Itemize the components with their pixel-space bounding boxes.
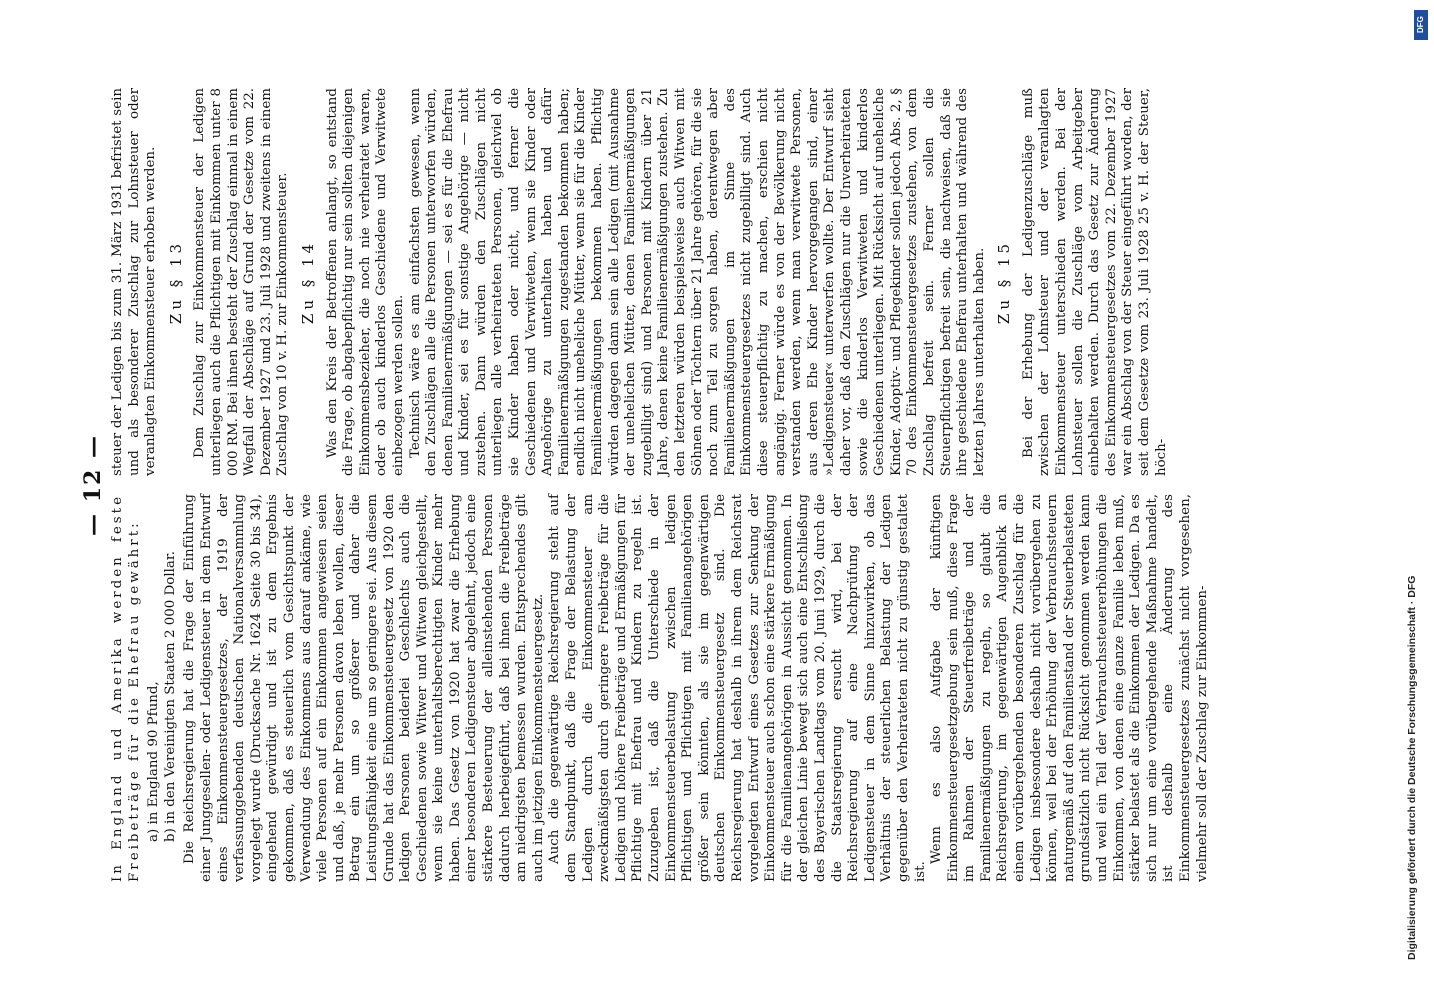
section-heading: Zu § 13 bbox=[166, 239, 185, 325]
list-item: b) in den Vereinigten Staaten 2 000 Dollar. bbox=[162, 550, 178, 842]
attribution-text: Digitalisierung gefördert durch die Deutsche Forschungsgemeinschaft · DFG bbox=[1406, 575, 1418, 960]
paragraph: Was den Kreis der Betroffenen anlangt, so entstand die Frage, ob abgabepflichtig nur sein sollten diejenigen Einkommensbezieher, die noch nie verheiratet waren, oder ob auch kinderlos Geschiedene und Verwitwete einbezogen werden sollen. bbox=[324, 88, 406, 476]
page-number: — 12 — bbox=[80, 434, 106, 536]
list-item: a) in England 90 Pfund, bbox=[146, 681, 162, 842]
paragraph: Auch die gegenwärtige Reichsregierung steht auf dem Standpunkt, daß die Frage der Belastung der Ledigen durch die Einkommensteuer am zweckmäßigsten durch geringere Freibeträge für die Ledigen und höhere Freibeträge und Ermäßigungen für Pflichtige mit Ehefrau und Kindern zu regeln ist. Zuzugeben ist, daß die Unterschiede in der Einkommensteuerbelastung zwischen ledigen Pflichtigen und Pflichtigen mit Familienangehörigen größer sein könnten, als sie im gegenwärtigen deutschen Einkommensteuergesetz sind. Die Reichsregierung hat deshalb in ihrem dem Reichsrat vorgelegten Entwurf eines Gesetzes zur Senkung der Einkommensteuer auch schon eine stärkere Ermäßigung für die Familienangehörigen in Aussicht genommen. In der gleichen Linie bewegt sich auch eine Entschließung des Bayerischen Landtags vom 20. Juni 1929, durch die die Staatsregierung ersucht wird, bei der Reichsregierung auf eine Nachprüfung der Ledigensteuer in dem Sinne hinzuwirken, ob das Verhältnis der steuerlichen Belastung der Ledigen gegenüber den Verheirateten nicht zu günstig gestaltet ist. bbox=[547, 494, 928, 882]
section-heading: Zu § 14 bbox=[298, 239, 317, 325]
paragraph: Dem Zuschlag zur Einkommensteuer der Ledigen unterliegen auch die Pflichtigen mit Einkommen unter 8 000 RM. Bei ihnen besteht der Zuschlag einmal in einem Wegfall der Abschläge auf Grund der Gesetze vom 22. Dezember 1927 und 23. Juli 1928 und zweitens in einem Zuschlag von 10 v. H. zur Einkommensteuer. bbox=[192, 88, 291, 476]
left-column bbox=[110, 494, 1211, 882]
section-heading: Zu § 15 bbox=[995, 239, 1014, 325]
right-column bbox=[110, 88, 1211, 476]
text-columns bbox=[110, 88, 1211, 882]
dfg-logo: DFG bbox=[1414, 10, 1428, 40]
continuation-paragraph: steuer der Ledigen bis zum 31. März 1931 befristet sein und als besonderer Zuschlag zur Lohnsteuer oder veranlagten Einkommensteuer erhoben werden. bbox=[110, 88, 159, 476]
digitization-attribution bbox=[1398, 0, 1434, 1000]
paragraph: Wenn es also Aufgabe der künftigen Einkommensteuergesetzgebung sein muß, diese Frage im Rahmen der Steuerfreibeträge und der Familienermäßigungen zu regeln, so glaubt die Reichsregierung, im gegenwärtigen Augenblick an einem vorübergehenden besonderen Zuschlag für die Ledigen insbesondere deshalb nicht vorübergehen zu können, weil bei der Erhöhung der Verbrauchssteuern naturgemäß auf den Familienstand der Steuerbelasteten grundsätzlich nicht Rücksicht genommen werden kann und weil ein Teil der Verbrauchssteuererhöhungen die Einkommen, von denen eine ganze Familie leben muß, stärker belastet als die Einkommen der Ledigen. Da es sich nur um eine vorübergehende Maßnahme handelt, ist deshalb eine Änderung des Einkommensteuergesetzes zunächst nicht vorgesehen, vielmehr soll der Zuschlag zur Einkommen- bbox=[929, 494, 1210, 882]
intro-paragraph: In England und Amerika werden feste Freibeträge für die Ehefrau gewährt: bbox=[110, 494, 142, 882]
freibetrag-list bbox=[146, 494, 179, 842]
paragraph: Technisch wäre es am einfachsten gewesen, wenn den Zuschlägen alle die Personen unterworfen würden, denen Familienermäßigungen — sei es für die Ehefrau und Kinder, sei es für sonstige Angehörige — nicht zustehen. Dann würden den Zuschlägen nicht unterliegen alle verheirateten Personen, gleichviel ob sie Kinder haben oder nicht, und ferner die Geschiedenen und Verwitweten, wenn sie Kinder oder Angehörige zu unterhalten haben und dafür Familienermäßigungen zugestanden bekommen haben; endlich nicht uneheliche Mütter, wenn sie für die Kinder Familienermäßigungen bekommen haben. Pflichtig würden dagegen dann sein alle Ledigen (mit Ausnahme der unehelichen Mütter, denen Familienermäßigungen zugebilligt sind) und Personen mit Kindern über 21 Jahre, denen keine Familienermäßigungen zustehen. Zu den letzteren würden beispielsweise auch Witwen mit Söhnen oder Töchtern über 21 Jahre gehören, für die sie noch zum Teil zu sorgen haben, derentwegen aber Familienermäßigungen im Sinne des Einkommensteuergesetzes nicht zugebilligt sind. Auch diese steuerpflichtig zu machen, erschien nicht angängig. Ferner würde es von der Bevölkerung nicht verstanden werden, wenn man verwitwete Personen, aus deren Ehe Kinder hervorgegangen sind, einer »Ledigensteuer« unterwerfen wollte. Der Entwurf sieht daher vor, daß den Zuschlägen nur die Unverheirateten sowie die kinderlos Verwitweten und kinderlos Geschiedenen unterliegen. Mit Rücksicht auf uneheliche Kinder, Adoptiv- und Pflegekinder sollen jedoch Abs. 2, § 70 des Einkommensteuergesetzes zustehen, von dem Zuschlag befreit sein. Ferner sollen die Steuerpflichtigen befreit sein, die nachweisen, daß sie ihre geschiedene Ehefrau unterhalten und während des letzten Jahres unterhalten haben. bbox=[407, 88, 987, 476]
paragraph: Bei der Erhebung der Ledigenzuschläge muß zwischen der Lohnsteuer und der veranlagten Einkommensteuer unterschieden werden. Bei der Lohnsteuer sollen die Zuschläge vom Arbeitgeber einbehalten werden. Durch das Gesetz zur Änderung des Einkommensteuergesetzes vom 22. Dezember 1927 war ein Abschlag von der Steuer eingeführt worden, der seit dem Gesetze vom 23. Juli 1928 25 v. H. der Steuer, höch- bbox=[1020, 88, 1169, 476]
paragraph: Die Reichsregierung hat die Frage der Einführung einer Junggesellen- oder Ledigensteuer in dem Entwurf eines Einkommensteuergesetzes, der 1919 der verfassunggebenden deutschen Nationalversammlung vorgelegt wurde (Drucksache Nr. 1624 Seite 30 bis 34), eingehend gewürdigt und ist zu dem Ergebnis gekommen, daß es steuerlich vom Gesichtspunkt der Verwendung des Einkommens aus darauf ankäme, wie viele Personen auf ein Einkommen angewiesen seien und daß, je mehr Personen davon leben wollen, dieser Betrag ein um so größerer und daher die Leistungsfähigkeit eine um so geringere sei. Aus diesem Grunde hat das Einkommensteuergesetz von 1920 den ledigen Personen beiderlei Geschlechts auch die Geschiedenen sowie Witwer und Witwen gleichgestellt, wenn sie keine unterhaltsberechtigten Kinder mehr haben. Das Gesetz von 1920 hat zwar die Erhebung einer besonderen Ledigensteuer abgelehnt, jedoch eine stärkere Besteuerung der alleinstehenden Personen dadurch herbeigeführt, daß bei ihnen die Freibeträge am niedrigsten bemessen wurden. Entsprechendes gilt auch im jetzigen Einkommensteuergesetz. bbox=[182, 494, 546, 882]
